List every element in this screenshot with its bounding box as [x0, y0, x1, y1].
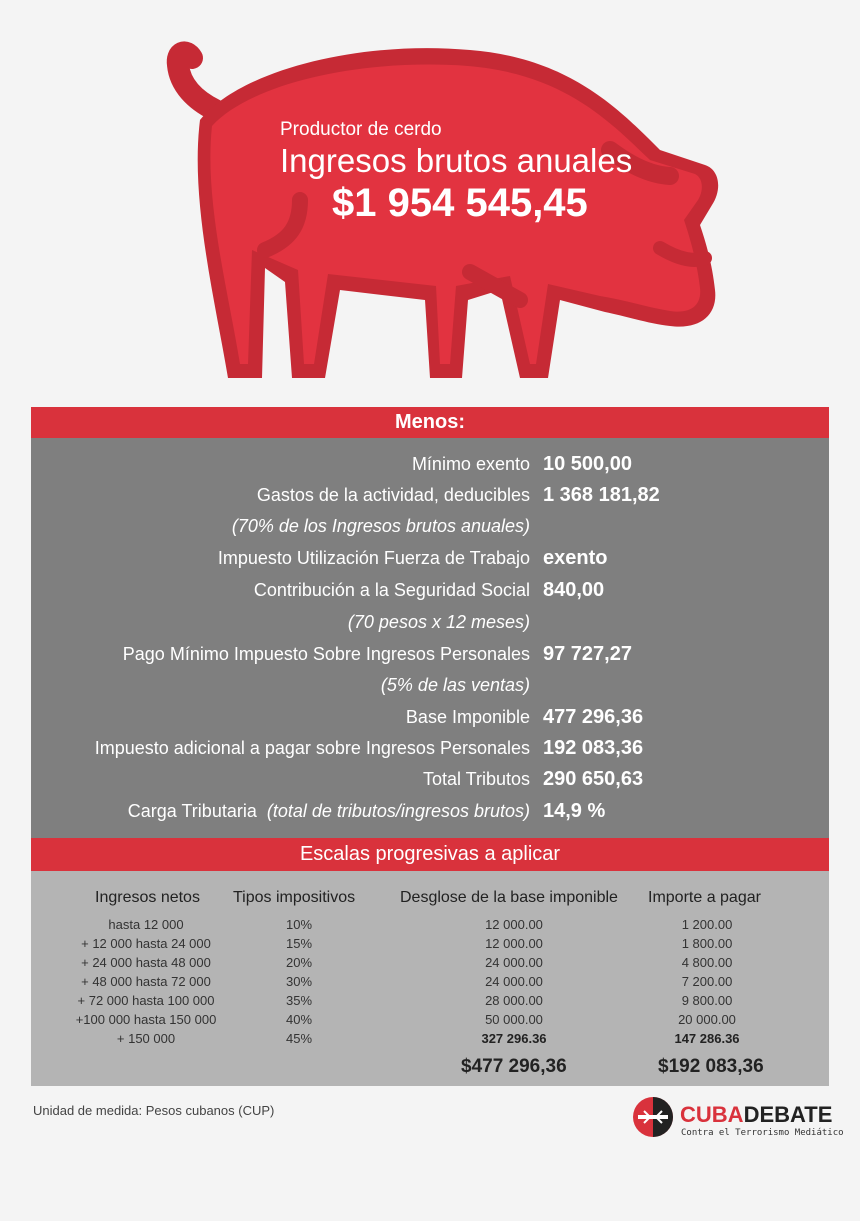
table-cell: 10%	[285, 917, 313, 932]
row-label: Impuesto Utilización Fuerza de Trabajo	[217, 548, 530, 568]
header-ingresos-netos: Ingresos netos	[95, 889, 200, 906]
row-label: Impuesto adicional a pagar sobre Ingresos Personales	[94, 738, 530, 758]
table-cell: + 12 000 hasta 24 000	[81, 936, 211, 951]
row-gastos	[31, 480, 829, 510]
total-base: $477 296,36	[461, 1056, 567, 1077]
row-base-imponible	[31, 702, 829, 732]
row-label: Pago Mínimo Impuesto Sobre Ingresos Personales	[122, 644, 530, 664]
row-label	[128, 796, 530, 826]
table-cell: 35%	[285, 993, 313, 1008]
hero-text	[280, 118, 632, 226]
row-value: 840,00	[543, 579, 605, 601]
row-value: 14,9 %	[543, 800, 606, 822]
table-cell: 327 296.36	[481, 1031, 547, 1046]
table-cell: 1 200.00	[681, 917, 733, 932]
hero-title: Ingresos brutos anuales	[280, 142, 633, 179]
table-cell: + 150 000	[116, 1031, 176, 1046]
table-cell: 147 286.36	[674, 1031, 740, 1046]
row-label: Base Imponible	[405, 707, 530, 727]
row-impuesto-adicional	[31, 733, 829, 763]
row-label: Mínimo exento	[411, 454, 530, 474]
row-label: Total Tributos	[422, 769, 530, 789]
row-note: (70% de los Ingresos brutos anuales)	[231, 516, 530, 536]
unidad-medida: Unidad de medida: Pesos cubanos (CUP)	[33, 1103, 275, 1118]
table-cell: 20%	[285, 955, 313, 970]
row-gastos-note	[31, 511, 829, 541]
table-cell: 9 800.00	[681, 993, 733, 1008]
hero-amount: $1 954 545,45	[332, 181, 588, 225]
row-value: 1 368 181,82	[543, 484, 660, 506]
row-value: 10 500,00	[543, 453, 632, 475]
menos-heading: Menos:	[31, 407, 829, 438]
table-cell: 50 000.00	[485, 1012, 543, 1027]
row-pago-note	[31, 670, 829, 700]
table-cell: + 72 000 hasta 100 000	[77, 993, 215, 1008]
row-pago-minimo	[31, 639, 829, 669]
table-cell: 40%	[285, 1012, 313, 1027]
row-carga-tributaria	[31, 796, 829, 826]
table-cell: +100 000 hasta 150 000	[75, 1012, 217, 1027]
carga-note: (total de tributos/ingresos brutos)	[266, 801, 530, 821]
header-desglose: Desglose de la base imponible	[400, 889, 618, 906]
total-importe: $192 083,36	[658, 1056, 764, 1077]
logo-debate: DEBATE	[743, 1102, 833, 1127]
table-cell: 12 000.00	[485, 936, 543, 951]
logo-wordmark	[680, 1102, 832, 1128]
table-cell: 12 000.00	[485, 917, 543, 932]
table-cell: 15%	[285, 936, 313, 951]
table-cell: 24 000.00	[485, 974, 543, 989]
logo-cuba: CUBA	[680, 1102, 744, 1127]
logo-tagline: Contra el Terrorismo Mediático	[681, 1128, 844, 1138]
escalas-panel	[31, 871, 829, 1086]
table-cell: 1 800.00	[681, 936, 733, 951]
table-cell: 30%	[285, 974, 313, 989]
row-note: (70 pesos x 12 meses)	[347, 612, 530, 632]
row-seguridad-note	[31, 607, 829, 637]
table-cell: 20 000.00	[678, 1012, 736, 1027]
row-minimo-exento	[31, 449, 829, 479]
hero-subtitle: Productor de cerdo	[280, 119, 442, 140]
cubadebate-logo	[632, 1096, 844, 1142]
table-cell: 7 200.00	[681, 974, 733, 989]
header-importe: Importe a pagar	[648, 889, 761, 906]
row-note: (5% de las ventas)	[380, 675, 530, 695]
table-cell: 24 000.00	[485, 955, 543, 970]
header-tipos: Tipos impositivos	[233, 889, 356, 906]
table-cell: 45%	[285, 1031, 313, 1046]
row-value: 290 650,63	[543, 768, 644, 790]
cubadebate-logo-icon	[632, 1096, 674, 1138]
menos-panel	[31, 438, 829, 838]
row-fuerza-trabajo	[31, 543, 829, 573]
row-label: Contribución a la Seguridad Social	[253, 580, 530, 600]
table-cell: + 48 000 hasta 72 000	[81, 974, 211, 989]
table-cell: + 24 000 hasta 48 000	[81, 955, 211, 970]
row-seguridad-social	[31, 575, 829, 605]
table-cell: 28 000.00	[485, 993, 543, 1008]
row-label: Gastos de la actividad, deducibles	[256, 485, 530, 505]
table-cell: 4 800.00	[681, 955, 733, 970]
row-value: exento	[543, 547, 608, 569]
row-value: 477 296,36	[543, 706, 644, 728]
row-total-tributos	[31, 764, 829, 794]
escalas-heading: Escalas progresivas a aplicar	[31, 838, 829, 871]
row-value: 97 727,27	[543, 643, 632, 665]
table-cell: hasta 12 000	[108, 917, 184, 932]
row-value: 192 083,36	[543, 737, 644, 759]
carga-label: Carga Tributaria	[127, 801, 257, 821]
